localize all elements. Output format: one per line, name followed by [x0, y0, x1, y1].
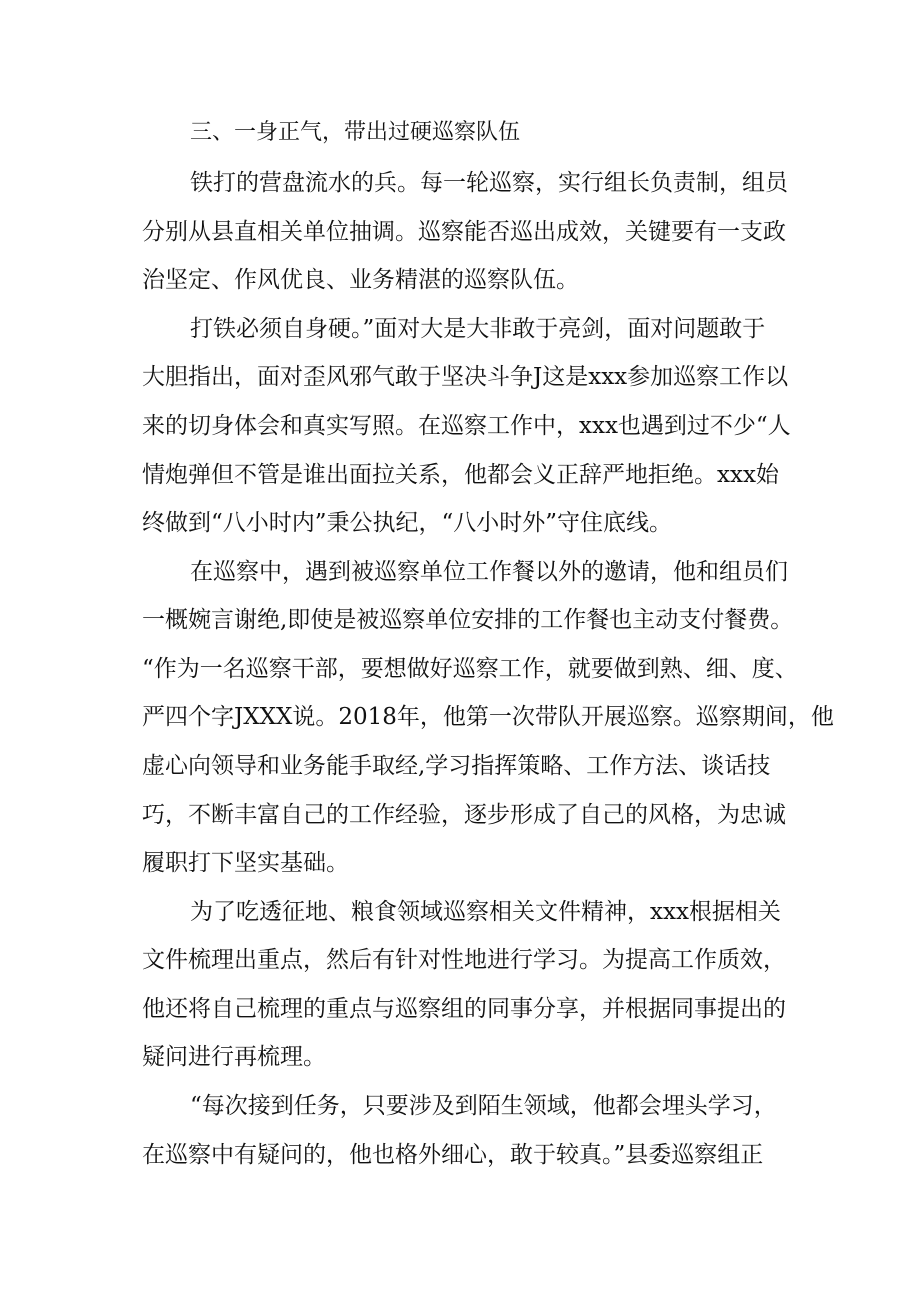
text-line: 分别从县直相关单位抽调。巡察能否巡出成效，关键要有一支政	[142, 219, 786, 245]
text-line: 履职打下坚实基础。	[142, 850, 349, 876]
text-line: 在巡察中有疑问的，他也格外细心，敢于较真。”县委巡察组正	[142, 1142, 764, 1168]
text-line: 文件梳理出重点，然后有针对性地进行学习。为提高工作质效，	[142, 947, 786, 973]
text-line: 情炮弹但不管是谁出面拉关系，他都会义正辞严地拒绝。xxx始	[142, 462, 779, 488]
text-line: 巧，不断丰富自己的工作经验，逐步形成了自己的风格，为忠诚	[142, 802, 786, 828]
text-line: 铁打的营盘流水的兵。每一轮巡察，实行组长负责制，组员	[190, 170, 788, 196]
text-line: 治坚定、作风优良、业务精湛的巡察队伍。	[142, 267, 579, 293]
text-line: 来的切身体会和真实写照。在巡察工作中，xxx也遇到过不少“人	[142, 413, 791, 439]
text-line: “每次接到任务，只要涉及到陌生领域，他都会埋头学习，	[190, 1093, 777, 1119]
text-line: 他还将自己梳理的重点与巡察组的同事分享，并根据同事提出的	[142, 996, 786, 1022]
text-line: 严四个字JXXX说。2018年，他第一次带队开展巡察。巡察期间，他	[142, 704, 834, 730]
text-line: “作为一名巡察干部，要想做好巡察工作，就要做到熟、细、度、	[142, 656, 798, 682]
section-heading: 三、一身正气，带出过硬巡察队伍	[190, 120, 521, 145]
text-line: 疑问进行再梳理。	[142, 1044, 326, 1070]
text-line: 虚心向领导和业务能手取经,学习指挥策略、工作方法、谈话技	[142, 753, 771, 779]
text-line: 一概婉言谢绝,即使是被巡察单位安排的工作餐也主动支付餐费。	[142, 607, 794, 633]
text-line: 打铁必须自身硬。”面对大是大非敢于亮剑，面对问题敢于	[190, 316, 766, 342]
text-line: 为了吃透征地、粮食领域巡察相关文件精神，xxx根据相关	[190, 899, 781, 925]
text-line: 终做到“八小时内”秉公执纪，“八小时外”守住底线。	[142, 510, 673, 536]
text-line: 在巡察中，遇到被巡察单位工作餐以外的邀请，他和组员们	[190, 559, 788, 585]
text-line: 大胆指出，面对歪风邪气敢于坚决斗争J这是xxx参加巡察工作以	[142, 364, 789, 390]
